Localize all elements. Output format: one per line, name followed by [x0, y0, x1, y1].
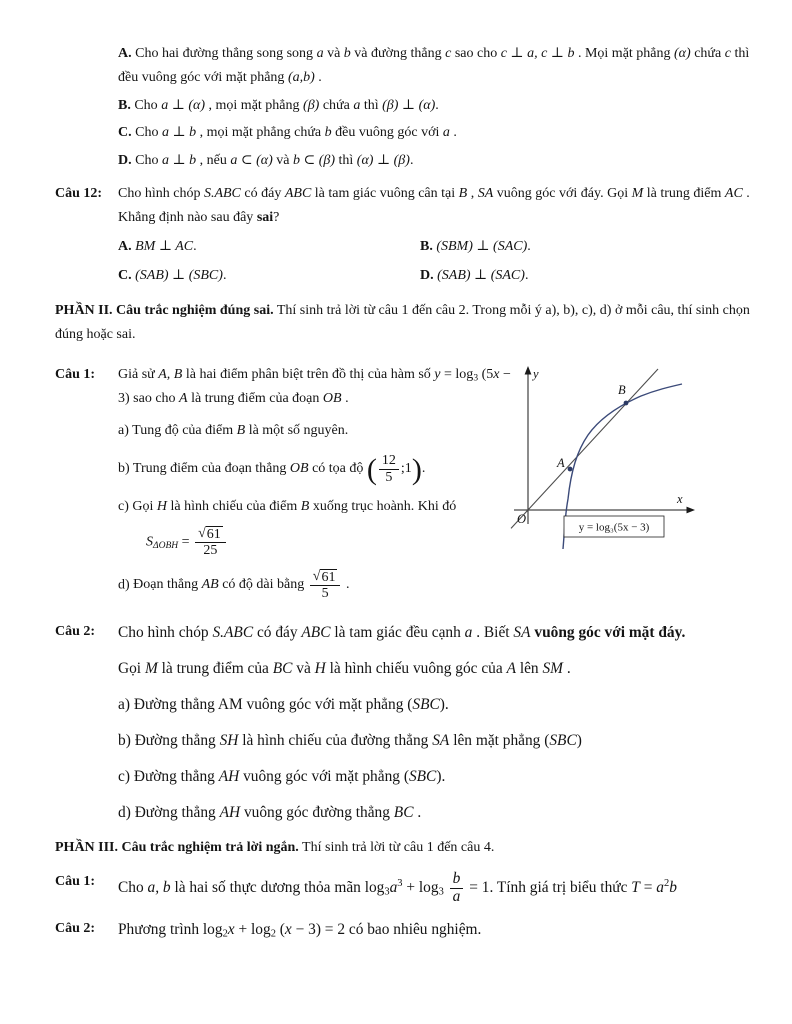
q12-option-a-label: A. [118, 238, 132, 254]
option-d [118, 149, 750, 173]
part2-q1-item-c [118, 495, 516, 519]
q12-option-c-text: (SAB) ⊥ (SBC). [135, 268, 227, 284]
option-b-text: Cho a ⊥ (α) , mọi mặt phẳng (β) chứa a thì (β) ⊥ (α). [134, 97, 439, 113]
option-a-label: A. [118, 46, 132, 61]
question-12-options [118, 235, 750, 289]
part2-q2-line1: Cho hình chóp S.ABC có đáy ABC là tam giác đều cạnh a . Biết SA vuông góc với mặt đáy. [118, 624, 686, 642]
option-d-label: D. [118, 153, 132, 169]
item-c-text: Gọi H là hình chiếu của điểm B xuống trục hoành. Khi đó [132, 498, 457, 514]
item-d-label: d) [118, 577, 130, 593]
option-c-text: Cho a ⊥ b , mọi mặt phẳng chứa b đều vuông góc với a . [135, 125, 457, 141]
part2-question-1 [55, 363, 750, 602]
equation-label: y = log₃(5x − 3) [578, 521, 650, 534]
option-b-label: B. [118, 97, 131, 113]
part2-q2-item-b [118, 729, 750, 753]
part2-q2-body [118, 621, 750, 824]
part3-q2-label: Câu 2: [55, 921, 96, 937]
part2-q2-label: Câu 2: [55, 624, 96, 640]
point-a-label: A [557, 455, 565, 470]
q12-option-d-label: D. [420, 268, 434, 284]
part2-q1-item-b [118, 453, 516, 485]
q12-option-b-text: (SBM) ⊥ (SAC). [436, 238, 531, 254]
part2-question-2 [55, 621, 750, 824]
item-c-text: Đường thẳng AH vuông góc với mặt phẳng (SBC). [133, 767, 446, 785]
option-a-text: Cho hai đường thẳng song song a và b và đường thẳng c sao cho c ⊥ a, c ⊥ b . Mọi mặt phẳng (α) chứa c thì đều vuông góc với mặt phẳng (a,b) . [118, 46, 750, 85]
part3-header: PHẦN III. Câu trắc nghiệm trả lời ngắn. Thí sinh trả lời từ câu 1 đến câu 4. [55, 839, 495, 855]
part2-header: PHẦN II. Câu trắc nghiệm đúng sai. Thí sinh trả lời từ câu 1 đến câu 2. Trong mỗi ý a), b), c), d) ở mỗi câu, thí sinh chọn đúng hoặc sai. [55, 303, 750, 342]
mc-options-continued [118, 42, 750, 173]
y-axis-arrow-icon [525, 366, 532, 375]
item-d-label: d) [118, 803, 131, 821]
formula-s-obh: $S_{\Delta OBH}$ = $\frac{√61}{25}$ [146, 526, 516, 559]
part2-q2-item-c [118, 765, 750, 789]
item-b-label: b) [118, 731, 131, 749]
q12-option-b [420, 235, 750, 259]
option-b [118, 94, 750, 118]
part2-q1-item-a [118, 419, 516, 443]
point-b-dot [624, 400, 629, 405]
point-a-dot [568, 466, 573, 471]
q12-option-d-text: (SAB) ⊥ (SAC). [437, 268, 529, 284]
part3-q2-text: Phương trình $\log_2x + \log_2 (x - 3) = 2$ có bao nhiêu nghiệm. [118, 921, 482, 940]
x-axis-label: x [677, 491, 683, 506]
q12-option-a-text: BM ⊥ AC. [135, 238, 197, 254]
part2-q2-line2: Gọi M là trung điểm của BC và H là hình chiếu vuông góc của A lên SM . [118, 660, 571, 678]
option-a [118, 42, 750, 90]
item-b-label: b) [118, 461, 130, 477]
part2-q1-intro: Giả sử A, B là hai điểm phân biệt trên đồ thị của hàm số $y = \log_3 (5x - 3)$ sao cho A là trung điểm của đoạn OB . [118, 366, 511, 406]
graph-container [508, 363, 700, 561]
q12-option-c [118, 264, 420, 288]
option-c [118, 121, 750, 145]
part2-q1-body [118, 363, 516, 602]
part2-q2-item-d [118, 801, 750, 825]
item-a-text: Tung độ của điểm B là một số nguyên. [132, 423, 349, 439]
q12-option-b-label: B. [420, 238, 433, 254]
part3-q1-label: Câu 1: [55, 874, 96, 890]
item-b-text: Đường thẳng SH là hình chiếu của đường thẳng SA lên mặt phẳng (SBC) [134, 731, 582, 749]
y-axis-label: y [533, 366, 539, 381]
question-12-body [118, 182, 750, 288]
item-d-text: Đường thẳng AH vuông góc đường thẳng BC . [134, 803, 422, 821]
point-b-label: B [618, 382, 626, 397]
q12-option-a [118, 235, 420, 259]
item-b-text: Trung điểm của đoạn thẳng OB có tọa độ ( $\frac{12}{5}$ ;1 ) . [132, 451, 426, 486]
item-d-text: Đoạn thẳng AB có độ dài bằng $\frac{√61}{5}$ . [133, 568, 350, 601]
question-12-text: Cho hình chóp S.ABC có đáy ABC là tam giác vuông cân tại B , SA vuông góc với đáy. Gọi M là trung điểm AC . Khẳng định nào sau đây sai? [118, 185, 750, 225]
origin-label: O [517, 511, 527, 526]
q12-option-c-label: C. [118, 268, 132, 284]
question-12 [55, 182, 750, 288]
part3-question-2 [55, 918, 750, 942]
part3-question-1 [55, 871, 750, 906]
question-12-label: Câu 12: [55, 185, 103, 201]
item-c-label: c) [118, 498, 129, 514]
secant-line [511, 366, 658, 528]
option-d-text: Cho a ⊥ b , nếu a ⊂ (α) và b ⊂ (β) thì (α) ⊥ (β). [135, 153, 414, 169]
part3-q1-text: Cho a, b là hai số thực dương thỏa mãn $\log_3a^3 + \log_3$ $\frac{b}{a}$ = 1. Tính giá trị biểu thức $T = a^2b$ [118, 870, 677, 906]
item-a-label: a) [118, 696, 130, 714]
item-a-label: a) [118, 423, 129, 439]
option-c-label: C. [118, 125, 132, 141]
part2-q2-item-a [118, 693, 750, 717]
item-c-label: c) [118, 767, 130, 785]
function-graph [508, 363, 700, 561]
item-a-text: Đường thẳng AM vuông góc với mặt phẳng (SBC). [133, 696, 449, 714]
x-axis-arrow-icon [687, 506, 696, 513]
part2-q1-item-d [118, 569, 516, 602]
part2-q1-label: Câu 1: [55, 366, 96, 382]
q12-option-d [420, 264, 750, 288]
